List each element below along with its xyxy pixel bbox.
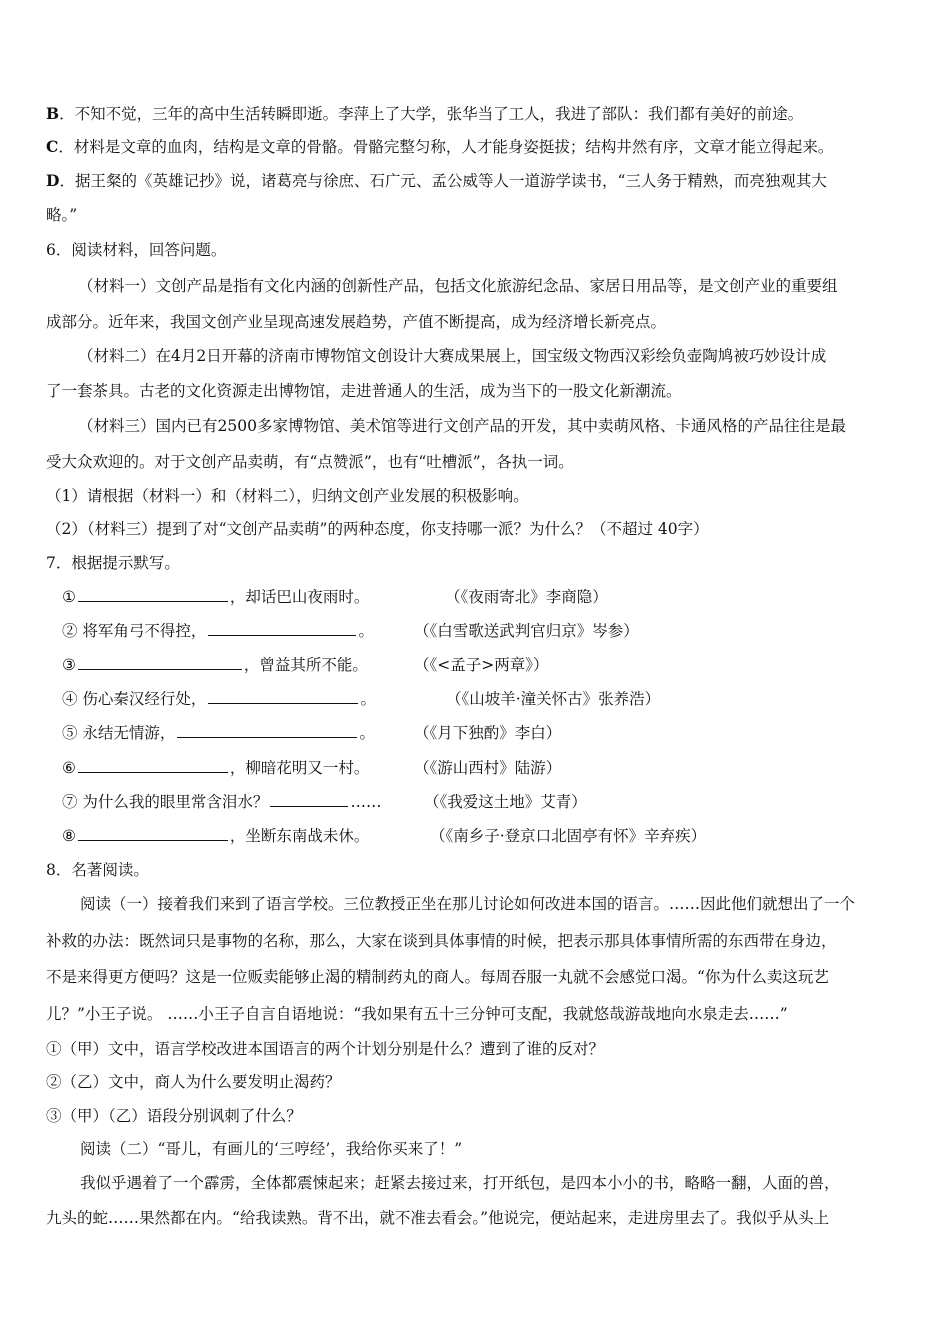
q8-reading-2-line1: 阅读（二）“哥儿，有画儿的‘三哼经’，我给你买来了！” — [80, 1140, 463, 1158]
item-prefix: ⑦ 为什么我的眼里常含泪水？ — [62, 793, 269, 811]
q7-item-8-source: （《南乡子·登京口北固亭有怀》辛弃疾） — [430, 827, 707, 845]
q8-reading-1-line3: 不是来得更方便吗？这是一位贩卖能够止渴的精制药丸的商人。每周吞服一丸就不会感觉口渴。“你为什么卖这玩艺 — [46, 968, 829, 986]
q6-material-1-line2: 成部分。近年来，我国文创产业呈现高速发展趋势，产值不断提高，成为经济增长新亮点。 — [46, 313, 667, 331]
q7-item-6 — [62, 758, 369, 778]
option-text: ．不知不觉，三年的高中生活转瞬即逝。李萍上了大学，张华当了工人，我进了部队：我们都有美好的前途。 — [59, 105, 804, 123]
item-prefix: ⑤ 永结无情游， — [62, 724, 176, 742]
q8-sub-question-1: ①（甲）文中，语言学校改进本国语言的两个计划分别是什么？遭到了谁的反对？ — [46, 1040, 605, 1058]
q7-item-7 — [62, 792, 381, 812]
q8-reading-1-line2: 补救的办法：既然词只是事物的名称，那么，大家在谈到具体事情的时候，把表示那具体事情所需的东西带在身边， — [46, 932, 837, 950]
option-text: ．据王粲的《英雄记抄》说，诸葛亮与徐庶、石广元、孟公威等人一道游学读书，“三人务于精熟，而亮独观其大 — [59, 172, 827, 190]
item-text: ，曾益其所不能。 — [243, 656, 368, 674]
option-label: B — [46, 104, 60, 123]
q8-reading-1-line4: 儿？”小王子说。 ……小王子自言自语地说：“我如果有五十三分钟可支配，我就悠哉游哉地向水泉走去……” — [46, 1005, 788, 1023]
item-prefix: ⑧ — [62, 827, 76, 845]
option-label: D — [46, 171, 60, 190]
item-prefix: ⑥ — [62, 759, 76, 777]
item-prefix: ③ — [62, 656, 76, 674]
item-text: ，坐断东南战未休。 — [229, 827, 370, 845]
q6-material-3-line2: 受大众欢迎的。对于文创产品卖萌，有“点赞派”，也有“吐槽派”，各执一词。 — [46, 453, 574, 471]
q7-item-2-source: （《白雪歌送武判官归京》岑参） — [414, 622, 639, 640]
q7-title: 7．根据提示默写。 — [46, 554, 180, 572]
item-prefix: ① — [62, 588, 76, 606]
q7-item-4 — [62, 689, 376, 709]
q6-material-1-line1: （材料一）文创产品是指有文化内涵的创新性产品，包括文化旅游纪念品、家居日用品等，是文创产业的重要组 — [78, 277, 838, 295]
answer-blank[interactable] — [78, 587, 228, 602]
q6-sub-question-1: （1）请根据（材料一）和（材料二），归纳文创产业发展的积极影响。 — [46, 487, 529, 505]
q6-sub-question-2: （2）（材料三）提到了对“文创产品卖萌”的两种态度，你支持哪一派？为什么？（不超过 40字） — [46, 520, 709, 538]
q8-reading-2-line3: 九头的蛇……果然都在内。“给我读熟。背不出，就不准去看会。”他说完，便站起来，走进房里去了。我似乎从头上 — [46, 1209, 830, 1227]
item-text: …… — [350, 793, 382, 811]
answer-blank[interactable] — [270, 792, 348, 807]
answer-blank[interactable] — [78, 826, 228, 841]
q8-sub-question-2: ②（乙）文中，商人为什么要发明止渴药？ — [46, 1073, 341, 1091]
q8-reading-1-line1: 阅读（一）接着我们来到了语言学校。三位教授正坐在那儿讨论如何改进本国的语言。……因此他们就想出了一个 — [80, 895, 856, 913]
answer-blank[interactable] — [208, 621, 356, 636]
answer-blank[interactable] — [208, 689, 358, 704]
q6-material-2-line1: （材料二）在4月2日开幕的济南市博物馆文创设计大赛成果展上，国宝级文物西汉彩绘负壶陶鸠被巧妙设计成 — [78, 347, 827, 365]
q7-item-6-source: （《游山西村》陆游） — [414, 759, 562, 777]
q7-item-2 — [62, 621, 374, 641]
q5-option-d — [46, 171, 827, 191]
item-text: ，却话巴山夜雨时。 — [229, 588, 370, 606]
option-label: C — [46, 137, 59, 156]
item-text: ，柳暗花明又一村。 — [229, 759, 370, 777]
q7-item-3 — [62, 655, 368, 675]
q7-item-1-source: （《夜雨寄北》李商隐） — [445, 588, 608, 606]
q6-title: 6．阅读材料，回答问题。 — [46, 241, 227, 259]
option-text: ．材料是文章的血肉，结构是文章的骨骼。骨骼完整匀称，人才能身姿挺拔；结构井然有序，文章才能立得起来。 — [58, 138, 834, 156]
q8-title: 8．名著阅读。 — [46, 861, 149, 879]
q6-material-2-line2: 了一套茶具。古老的文化资源走出博物馆，走进普通人的生活，成为当下的一股文化新潮流。 — [46, 382, 682, 400]
q7-item-3-source: （《<孟子>两章》） — [414, 656, 549, 674]
q7-item-7-source: （《我爱这土地》艾青） — [424, 793, 587, 811]
q8-sub-question-3: ③（甲）（乙）语段分别讽刺了什么？ — [46, 1107, 302, 1125]
item-prefix: ② 将军角弓不得控， — [62, 622, 207, 640]
item-prefix: ④ 伤心秦汉经行处， — [62, 690, 207, 708]
answer-blank[interactable] — [78, 655, 242, 670]
q7-item-5 — [62, 723, 375, 743]
item-text: 。 — [359, 724, 375, 742]
q7-item-1 — [62, 587, 369, 607]
answer-blank[interactable] — [78, 758, 228, 773]
item-text: 。 — [358, 622, 374, 640]
q8-reading-2-line2: 我似乎遇着了一个霹雳，全体都震悚起来；赶紧去接过来，打开纸包，是四本小小的书，略略一翻，人面的兽， — [80, 1174, 840, 1192]
q5-option-b — [46, 104, 803, 124]
q5-option-d-cont: 略。” — [46, 206, 78, 224]
q7-item-5-source: （《月下独酌》李白） — [414, 724, 562, 742]
q6-material-3-line1: （材料三）国内已有2500多家博物馆、美术馆等进行文创产品的开发，其中卖萌风格、卡通风格的产品往往是最 — [78, 417, 846, 435]
q7-item-4-source: （《山坡羊·潼关怀古》张养浩） — [446, 690, 661, 708]
answer-blank[interactable] — [177, 723, 357, 738]
q7-item-8 — [62, 826, 369, 846]
q5-option-c — [46, 137, 833, 157]
item-text: 。 — [360, 690, 376, 708]
